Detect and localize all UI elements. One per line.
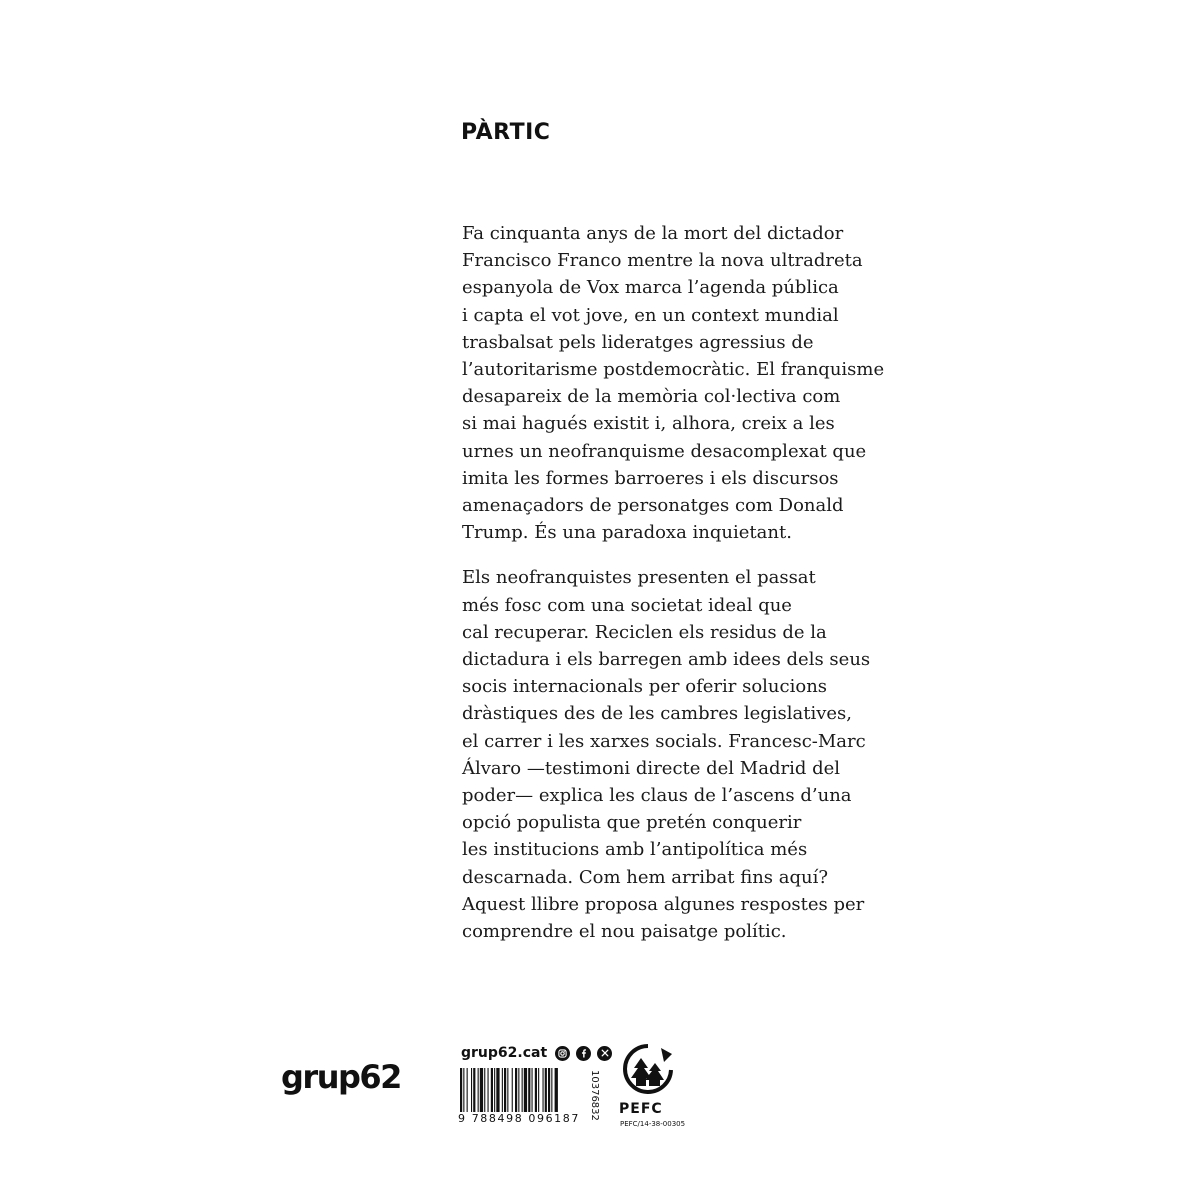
barcode-bar: [551, 1068, 552, 1112]
blurb-line: espanyola de Vox marca l’agenda pública: [462, 277, 839, 299]
barcode-bar: [535, 1068, 537, 1112]
barcode-bar: [522, 1068, 523, 1112]
blurb-line: Álvaro —testimoni directe del Madrid del: [462, 757, 841, 779]
barcode-bar: [555, 1068, 558, 1112]
facebook-icon[interactable]: [576, 1046, 591, 1061]
barcode-bar: [480, 1068, 483, 1112]
barcode-bar: [515, 1068, 517, 1112]
barcode-bar: [460, 1068, 462, 1112]
grup62-logo: grup62: [281, 1058, 401, 1096]
blurb-line: Fa cinquanta anys de la mort del dictador: [462, 223, 844, 244]
barcode-bar: [491, 1068, 493, 1112]
blurb-line: més fosc com una societat ideal que: [462, 594, 792, 616]
blurb-line: Francisco Franco mentre la nova ultradreta: [462, 250, 863, 272]
barcode-bar: [504, 1068, 506, 1112]
blurb-line: les institucions amb l’antipolítica més: [462, 839, 808, 861]
barcode-bar: [532, 1068, 533, 1112]
barcode-bar: [548, 1068, 550, 1112]
blurb-line: Els neofranquistes presenten el passat: [462, 567, 816, 589]
barcode-bar: [545, 1068, 547, 1112]
blurb-line: el carrer i les xarxes socials. Francesc-Marc: [462, 730, 866, 752]
blurb-line: dictadura i els barregen amb idees dels seus: [462, 649, 871, 671]
blurb-line: i capta el vot jove, en un context mundial: [462, 304, 839, 326]
barcode-bar: [528, 1068, 530, 1112]
barcode-bar: [524, 1068, 527, 1112]
blurb-line: l’autoritarisme postdemocràtic. El franquisme: [462, 359, 885, 381]
internal-code: 10376832: [589, 1070, 600, 1121]
barcode-bar: [496, 1068, 499, 1112]
blurb-line: comprendre el nou paisatge polític.: [462, 921, 787, 943]
website-link[interactable]: grup62.cat: [461, 1045, 548, 1061]
blurb-line: desapareix de la memòria col·lectiva com: [462, 386, 841, 408]
barcode-bar: [488, 1068, 489, 1112]
blurb-line: descarnada. Com hem arribat fins aquí?: [462, 866, 829, 888]
blurb-paragraph-1: [462, 220, 902, 546]
barcode-bar: [507, 1068, 508, 1112]
blurb-line: si mai hagués existit i, alhora, creix a les: [462, 413, 835, 435]
barcode-bar: [494, 1068, 495, 1112]
website-row: [461, 1045, 612, 1061]
barcode-bar: [518, 1068, 519, 1112]
publisher-logo: PÀRTIC: [461, 120, 551, 145]
pefc-code: PEFC/14-38-00305: [620, 1120, 686, 1128]
x-icon[interactable]: [597, 1046, 612, 1061]
blurb-line: imita les formes barroeres i els discursos: [462, 467, 839, 489]
barcode-bar: [467, 1068, 468, 1112]
isbn-barcode: [458, 1068, 584, 1116]
pefc-logo: [618, 1040, 678, 1104]
barcode-bar: [463, 1068, 464, 1112]
blurb-line: poder— explica les claus de l’ascens d’una: [462, 785, 852, 807]
blurb-line: cal recuperar. Reciclen els residus de la: [462, 621, 827, 643]
instagram-icon[interactable]: [555, 1046, 570, 1061]
barcode-bar: [512, 1068, 513, 1112]
barcode-bar: [478, 1068, 479, 1112]
blurb-line: socis internacionals per oferir solucions: [462, 676, 828, 698]
barcode-bar: [543, 1068, 544, 1112]
blurb-line: Trump. És una paradoxa inquietant.: [462, 522, 792, 544]
pefc-label: PEFC: [619, 1101, 663, 1117]
barcode-bar: [538, 1068, 539, 1112]
blurb-line: trasbalsat pels lideratges agressius de: [462, 331, 814, 353]
barcode-bar: [471, 1068, 472, 1112]
blurb-line: Aquest llibre proposa algunes respostes per: [462, 893, 865, 915]
barcode-bar: [484, 1068, 485, 1112]
blurb-line: opció populista que pretén conquerir: [462, 812, 802, 834]
blurb-line: dràstiques des de les cambres legislatives,: [462, 703, 853, 725]
blurb-paragraph-2: [462, 564, 902, 945]
barcode-bar: [502, 1068, 503, 1112]
barcode-bar: [473, 1068, 475, 1112]
blurb-line: urnes un neofranquisme desacomplexat que: [462, 440, 867, 462]
blurb-line: amenaçadors de personatges com Donald: [462, 495, 844, 517]
isbn-digits: 9 788498 096187: [458, 1112, 580, 1125]
back-cover-blurb: [462, 220, 902, 963]
